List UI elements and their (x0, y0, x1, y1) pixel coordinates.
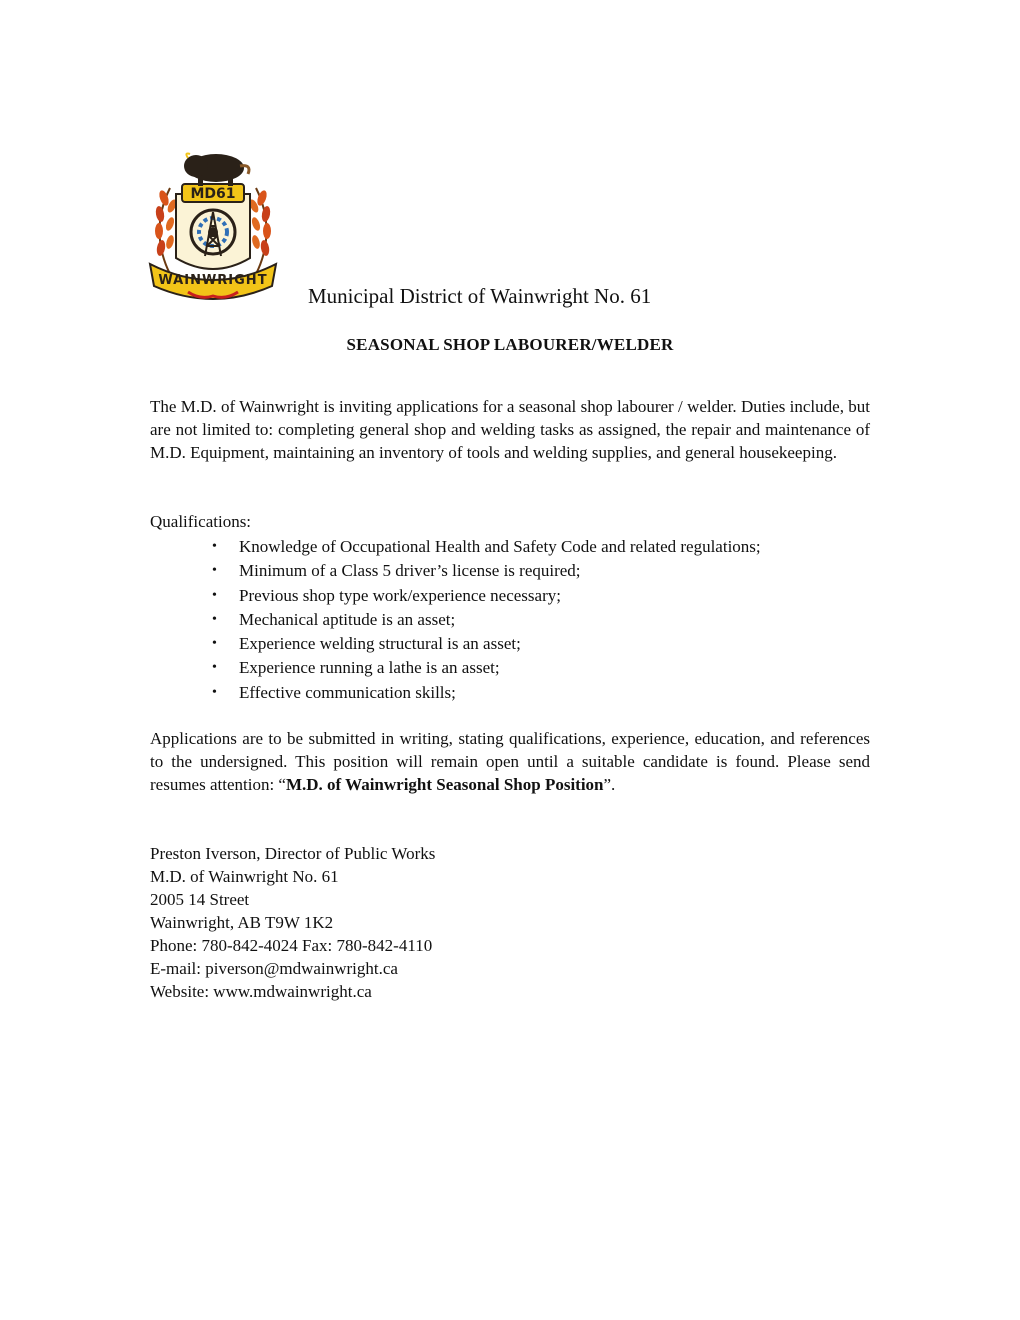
contact-block (150, 842, 435, 1003)
list-item-text: Knowledge of Occupational Health and Safety Code and related regulations; (239, 537, 761, 556)
bullet-icon: • (212, 563, 217, 579)
list-item (150, 559, 761, 583)
buffalo-icon (184, 154, 249, 187)
organization-title: Municipal District of Wainwright No. 61 (308, 284, 652, 308)
intro-paragraph: The M.D. of Wainwright is inviting applications for a seasonal shop labourer / welder. Duties include, but are not limited to: completing general shop and welding tasks as assigned, the repair and maintenance of M.D. Equipment, maintaining an inventory of tools and welding supplies, and general housekeeping. (150, 397, 870, 462)
contact-city: Wainwright, AB T9W 1K2 (150, 913, 334, 932)
list-item (150, 535, 761, 559)
application-paragraph (150, 727, 870, 796)
bullet-icon: • (212, 660, 217, 676)
contact-website: Website: www.mdwainwright.ca (150, 982, 372, 1001)
qualifications-list (150, 535, 761, 705)
list-item-text: Experience running a lathe is an asset; (239, 658, 500, 678)
contact-name-title: Preston Iverson, Director of Public Works (150, 844, 436, 863)
md61-badge (182, 184, 244, 202)
list-item (150, 584, 761, 608)
bullet-icon: • (212, 587, 217, 603)
wheat-left-icon (155, 188, 178, 274)
list-item-text: Effective communication skills; (239, 682, 456, 702)
bullet-icon: • (212, 684, 217, 700)
list-item-text: Previous shop type work/experience necessary; (239, 585, 561, 605)
bullet-icon: • (212, 539, 217, 554)
contact-email: E-mail: piverson@mdwainwright.ca (150, 959, 398, 978)
list-item (150, 608, 761, 632)
attention-line: M.D. of Wainwright Seasonal Shop Position (285, 775, 604, 794)
application-text: Applications are to be submitted in writing, stating qualifications, experience, education, and references to the undersigned. This position will remain open until a suitable candidate is found. Please send resumes attention: “ (150, 729, 870, 794)
wheat-right-icon (248, 188, 271, 274)
badge-text: MD61 (190, 186, 236, 202)
banner-text: WAINWRIGHT (158, 273, 268, 288)
list-item (150, 681, 761, 705)
job-title: SEASONAL SHOP LABOURER/WELDER (346, 335, 674, 354)
qualifications-heading: Qualifications: (150, 512, 252, 531)
list-item (150, 632, 761, 656)
bullet-icon: • (212, 611, 217, 627)
md-wainwright-crest-logo (148, 146, 278, 304)
list-item-text: Minimum of a Class 5 driver’s license is required; (239, 561, 581, 581)
bullet-icon: • (212, 636, 217, 652)
list-item-text: Mechanical aptitude is an asset; (239, 609, 456, 629)
contact-phone-fax: Phone: 780-842-4024 Fax: 780-842-4110 (150, 936, 433, 955)
contact-organization: M.D. of Wainwright No. 61 (150, 867, 339, 886)
list-item (150, 656, 761, 680)
application-closing: ”. (603, 775, 616, 794)
contact-street: 2005 14 Street (150, 890, 250, 909)
list-item-text: Experience welding structural is an asset; (239, 634, 521, 654)
